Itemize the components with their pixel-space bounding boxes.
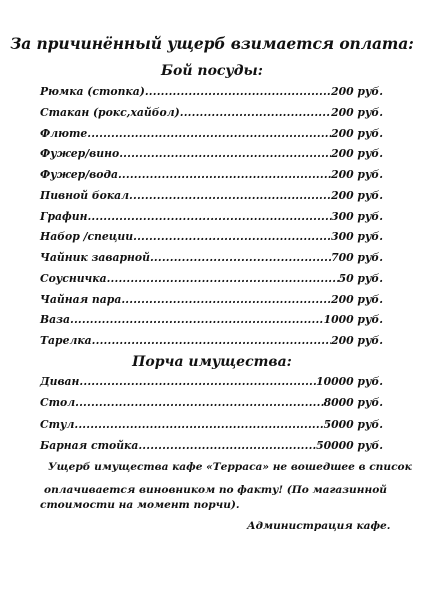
dot-leader <box>87 127 331 140</box>
item-name: Набор /специи <box>40 230 134 244</box>
dot-leader <box>79 375 316 388</box>
price-row <box>40 210 383 228</box>
item-price: 200 руб. <box>331 168 383 181</box>
dot-leader <box>121 293 331 306</box>
dot-leader <box>75 396 324 409</box>
item-price: 200 руб. <box>331 85 383 98</box>
dot-leader <box>92 334 331 347</box>
dot-leader <box>87 210 331 223</box>
item-price: 5000 руб. <box>323 417 383 431</box>
item-name: Барная стойка <box>40 438 139 452</box>
price-row <box>40 230 383 248</box>
dot-leader <box>150 251 331 264</box>
item-price: 1000 руб. <box>323 313 383 327</box>
note-line-3: стоимости на момент порчи). <box>40 499 240 511</box>
item-name: Фужер/вино <box>40 147 120 161</box>
note-line-1: Ущерб имущества кафе «Терраса» не вошедшее в список <box>48 461 412 473</box>
dot-leader <box>118 168 331 181</box>
price-row <box>40 418 383 436</box>
item-name: Пивной бокал <box>40 188 130 202</box>
item-price: 200 руб. <box>331 292 383 306</box>
dot-leader <box>107 272 339 285</box>
section-heading-dishes: Бой посуды: <box>161 63 263 79</box>
price-row <box>40 127 383 145</box>
item-price: 200 руб. <box>331 334 383 347</box>
price-row <box>40 396 383 414</box>
item-price: 200 руб. <box>331 126 383 140</box>
item-name: Чайник заварной <box>40 251 150 264</box>
section-heading-property: Порча имущества: <box>132 354 292 370</box>
dot-leader <box>129 189 331 202</box>
price-row <box>40 147 383 165</box>
item-price: 700 руб. <box>331 251 383 264</box>
price-row <box>40 168 383 186</box>
price-row <box>40 272 383 290</box>
dot-leader <box>70 313 324 326</box>
price-row <box>40 313 383 331</box>
dot-leader <box>180 106 331 119</box>
item-name: Графин <box>40 209 88 223</box>
item-name: Стакан (рокс,хайбол) <box>40 105 180 119</box>
item-price: 300 руб. <box>331 230 383 244</box>
signature: Администрация кафе. <box>247 520 391 532</box>
item-price: 200 руб. <box>331 188 383 202</box>
item-name: Стол <box>40 396 76 410</box>
item-name: Флюте <box>40 126 88 140</box>
dot-leader <box>145 85 331 98</box>
item-price: 10000 руб. <box>316 375 383 388</box>
price-row <box>40 189 383 207</box>
dot-leader <box>119 147 331 160</box>
item-name: Диван <box>40 375 80 388</box>
item-name: Фужер/вода <box>40 168 118 181</box>
item-name: Тарелка <box>40 334 92 347</box>
price-row <box>40 106 383 124</box>
note-line-2: оплачивается виновником по факту! (По магазинной <box>44 484 387 496</box>
price-row <box>40 293 383 311</box>
item-price: 200 руб. <box>331 147 383 161</box>
item-name: Стул <box>40 417 75 431</box>
item-price: 200 руб. <box>331 105 383 119</box>
page-title: За причинённый ущерб взимается оплата: <box>10 34 414 53</box>
item-price: 50000 руб. <box>316 438 383 452</box>
dot-leader <box>133 230 331 243</box>
item-price: 50 руб. <box>338 271 383 285</box>
price-row <box>40 85 383 103</box>
price-row <box>40 439 383 457</box>
dot-leader <box>138 439 316 452</box>
item-price: 8000 руб. <box>323 396 383 410</box>
item-name: Соусничка <box>40 271 107 285</box>
item-name: Рюмка (стопка) <box>40 85 145 98</box>
item-name: Чайная пара <box>40 292 122 306</box>
price-row <box>40 375 383 393</box>
item-name: Ваза <box>40 313 71 327</box>
dot-leader <box>74 418 323 431</box>
price-row <box>40 334 383 352</box>
item-price: 300 руб. <box>331 209 383 223</box>
price-row <box>40 251 383 269</box>
